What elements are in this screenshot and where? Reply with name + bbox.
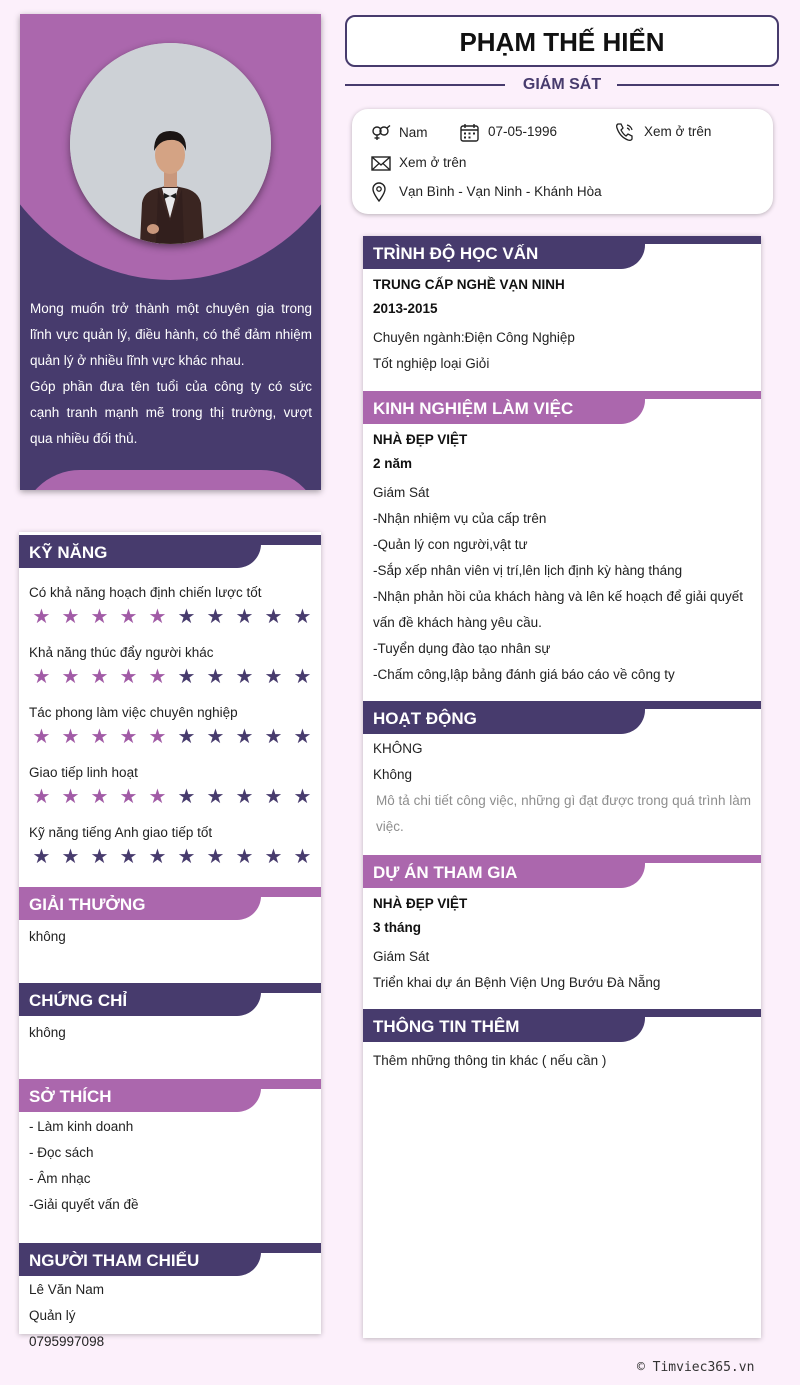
- email-icon: [371, 156, 391, 171]
- reference-phone: 0795997098: [29, 1334, 105, 1349]
- email-value: Xem ở trên: [399, 155, 467, 170]
- section-title: KỸ NĂNG: [19, 535, 261, 568]
- school-name: TRUNG CẤP NGHỀ VẠN NINH: [373, 277, 565, 292]
- project-description: Triển khai dự án Bệnh Viện Ung Bướu Đà Nẵng: [373, 975, 661, 990]
- address-info: [371, 182, 602, 202]
- experience-line: Giám Sát: [373, 485, 430, 500]
- skill-rating: [27, 786, 321, 808]
- person-photo: [70, 43, 271, 244]
- section-header-awards: [19, 887, 321, 920]
- star-icon: ★: [293, 846, 312, 868]
- skill-name: Tác phong làm việc chuyên nghiệp: [29, 705, 238, 720]
- project-entry: [363, 892, 761, 996]
- section-title: SỞ THÍCH: [19, 1079, 261, 1112]
- phone-icon: [614, 122, 636, 142]
- education-entry: [363, 273, 761, 377]
- education-major: Chuyên ngành:Điện Công Nghiệp: [373, 330, 575, 345]
- experience-entry: [363, 428, 761, 688]
- project-company: NHÀ ĐẸP VIỆT: [373, 896, 468, 911]
- hobby-item: - Âm nhạc: [29, 1171, 91, 1186]
- phone-value: Xem ở trên: [644, 124, 712, 139]
- section-header-activities: [363, 701, 761, 734]
- experience-line: -Quản lý con người,vật tư: [373, 537, 528, 552]
- birthday-info: [460, 122, 557, 142]
- education-period: 2013-2015: [373, 301, 438, 316]
- skill-name: Giao tiếp linh hoạt: [29, 765, 138, 780]
- address-value: Vạn Bình - Vạn Ninh - Khánh Hòa: [399, 184, 602, 199]
- section-title: THÔNG TIN THÊM: [363, 1009, 645, 1042]
- star-icon: ★: [206, 726, 225, 748]
- star-icon: ★: [177, 726, 196, 748]
- star-icon: ★: [264, 786, 283, 808]
- phone-info: [614, 122, 711, 142]
- skill-rating: [27, 846, 321, 868]
- skill-rating: [27, 666, 321, 688]
- experience-line: -Nhận phản hồi của khách hàng và lên kế hoạch để giải quyết vấn đề khách hàng yêu cầu.: [373, 589, 744, 630]
- experience-line: -Tuyển dụng đào tạo nhân sự: [373, 641, 551, 656]
- star-icon: ★: [119, 666, 138, 688]
- project-role: Giám Sát: [373, 949, 430, 964]
- experience-line: -Sắp xếp nhân viên vị trí,lên lịch định kỳ hàng tháng: [373, 563, 683, 578]
- star-icon: ★: [264, 846, 283, 868]
- skill-name: Kỹ năng tiếng Anh giao tiếp tốt: [29, 825, 213, 840]
- star-icon: ★: [264, 726, 283, 748]
- skill-rating: [27, 726, 321, 748]
- star-icon: ★: [90, 786, 109, 808]
- experience-description: [363, 480, 761, 688]
- star-icon: ★: [206, 846, 225, 868]
- star-icon: ★: [90, 606, 109, 628]
- star-icon: ★: [90, 666, 109, 688]
- section-title: TRÌNH ĐỘ HỌC VẤN: [363, 236, 645, 269]
- star-icon: ★: [32, 726, 51, 748]
- star-icon: ★: [177, 666, 196, 688]
- star-icon: ★: [293, 666, 312, 688]
- star-icon: ★: [32, 666, 51, 688]
- section-header-references: [19, 1243, 321, 1276]
- gender-info: [371, 123, 428, 143]
- objective-paragraph: Mong muốn trở thành một chuyên gia trong lĩnh vực quản lý, điều hành, có thể đảm nhiệm quản lý ở nhiều lĩnh vực khác nhau.: [30, 301, 312, 368]
- section-header-hobbies: [19, 1079, 321, 1112]
- activity-line: KHÔNG: [373, 741, 423, 756]
- section-header-education: [363, 236, 761, 269]
- star-icon: ★: [61, 846, 80, 868]
- section-title: CHỨNG CHỈ: [19, 983, 261, 1016]
- divider: [345, 84, 505, 86]
- references-list: [19, 1277, 321, 1355]
- right-sections-card: [363, 236, 761, 1338]
- email-info: [371, 153, 466, 173]
- star-icon: ★: [293, 786, 312, 808]
- star-icon: ★: [119, 786, 138, 808]
- calendar-icon: [460, 123, 480, 142]
- section-header-experience: [363, 391, 761, 424]
- birthday-value: 07-05-1996: [488, 124, 558, 139]
- section-title: GIẢI THƯỞNG: [19, 887, 261, 920]
- skill-name: Khả năng thúc đẩy người khác: [29, 645, 214, 660]
- experience-line: -Chấm công,lập bảng đánh giá báo cáo về công ty: [373, 667, 675, 682]
- activity-placeholder: Mô tả chi tiết công việc, những gì đạt được trong quá trình làm việc.: [376, 793, 751, 834]
- star-icon: ★: [32, 846, 51, 868]
- star-icon: ★: [90, 846, 109, 868]
- gender-icon: [371, 125, 391, 141]
- contact-info-card: [352, 109, 773, 214]
- reference-name: Lê Văn Nam: [29, 1282, 105, 1297]
- star-icon: ★: [61, 726, 80, 748]
- star-icon: ★: [61, 786, 80, 808]
- star-icon: ★: [177, 846, 196, 868]
- section-header-more-info: [363, 1009, 761, 1042]
- section-title: DỰ ÁN THAM GIA: [363, 855, 645, 888]
- hobby-item: -Giải quyết vấn đề: [29, 1197, 139, 1212]
- hobby-item: - Làm kinh doanh: [29, 1119, 134, 1134]
- candidate-name: PHẠM THẾ HIỂN: [345, 15, 779, 67]
- activity-line: Không: [373, 767, 413, 782]
- star-icon: ★: [148, 606, 167, 628]
- section-header-projects: [363, 855, 761, 888]
- star-icon: ★: [235, 726, 254, 748]
- reference-position: Quản lý: [29, 1308, 76, 1323]
- left-sections-card: [19, 532, 321, 1349]
- star-icon: ★: [119, 846, 138, 868]
- project-duration: 3 tháng: [373, 920, 422, 935]
- education-result: Tốt nghiệp loại Giỏi: [373, 356, 490, 371]
- star-icon: ★: [177, 606, 196, 628]
- section-header-certificates: [19, 983, 321, 1016]
- star-icon: ★: [235, 606, 254, 628]
- star-icon: ★: [293, 726, 312, 748]
- star-icon: ★: [148, 786, 167, 808]
- hobby-item: - Đọc sách: [29, 1145, 94, 1160]
- star-icon: ★: [206, 666, 225, 688]
- star-icon: ★: [293, 606, 312, 628]
- company-name: NHÀ ĐẸP VIỆT: [373, 432, 468, 447]
- section-title: HOẠT ĐỘNG: [363, 701, 645, 734]
- job-title: GIÁM SÁT: [522, 76, 602, 93]
- star-icon: ★: [264, 666, 283, 688]
- career-objective: [30, 296, 312, 452]
- star-icon: ★: [148, 846, 167, 868]
- divider: [617, 84, 779, 86]
- star-icon: ★: [148, 726, 167, 748]
- avatar: [70, 43, 271, 244]
- star-icon: ★: [119, 726, 138, 748]
- experience-duration: 2 năm: [373, 456, 413, 471]
- star-icon: ★: [264, 606, 283, 628]
- star-icon: ★: [235, 666, 254, 688]
- profile-bottom-decoration: [20, 470, 321, 490]
- star-icon: ★: [32, 606, 51, 628]
- hobbies-list: [19, 1114, 321, 1218]
- star-icon: ★: [61, 666, 80, 688]
- section-header-skills: [19, 535, 321, 568]
- skill-rating: [27, 606, 321, 628]
- star-icon: ★: [206, 786, 225, 808]
- star-icon: ★: [119, 606, 138, 628]
- skill-name: Có khả năng hoạch định chiến lược tốt: [29, 585, 262, 600]
- objective-paragraph: Góp phần đưa tên tuổi của công ty có sức cạnh tranh mạnh mẽ trong thị trường, vượt qua nhiều đối thủ.: [30, 379, 312, 446]
- profile-card: [20, 14, 321, 490]
- star-icon: ★: [61, 606, 80, 628]
- section-title: NGƯỜI THAM CHIẾU: [19, 1243, 261, 1276]
- certificates-text: không: [29, 1025, 66, 1040]
- location-pin-icon: [371, 182, 391, 202]
- skills-list: [19, 585, 321, 868]
- star-icon: ★: [177, 786, 196, 808]
- star-icon: ★: [235, 846, 254, 868]
- star-icon: ★: [32, 786, 51, 808]
- star-icon: ★: [90, 726, 109, 748]
- star-icon: ★: [206, 606, 225, 628]
- footer-copyright: © Timviec365.vn: [637, 1360, 755, 1375]
- activities-entry: [363, 736, 761, 840]
- awards-text: không: [29, 929, 66, 944]
- section-title: KINH NGHIỆM LÀM VIỆC: [363, 391, 645, 424]
- experience-line: -Nhận nhiệm vụ của cấp trên: [373, 511, 547, 526]
- star-icon: ★: [235, 786, 254, 808]
- star-icon: ★: [148, 666, 167, 688]
- more-info-text: Thêm những thông tin khác ( nếu cần ): [373, 1053, 607, 1068]
- gender-value: Nam: [399, 125, 428, 140]
